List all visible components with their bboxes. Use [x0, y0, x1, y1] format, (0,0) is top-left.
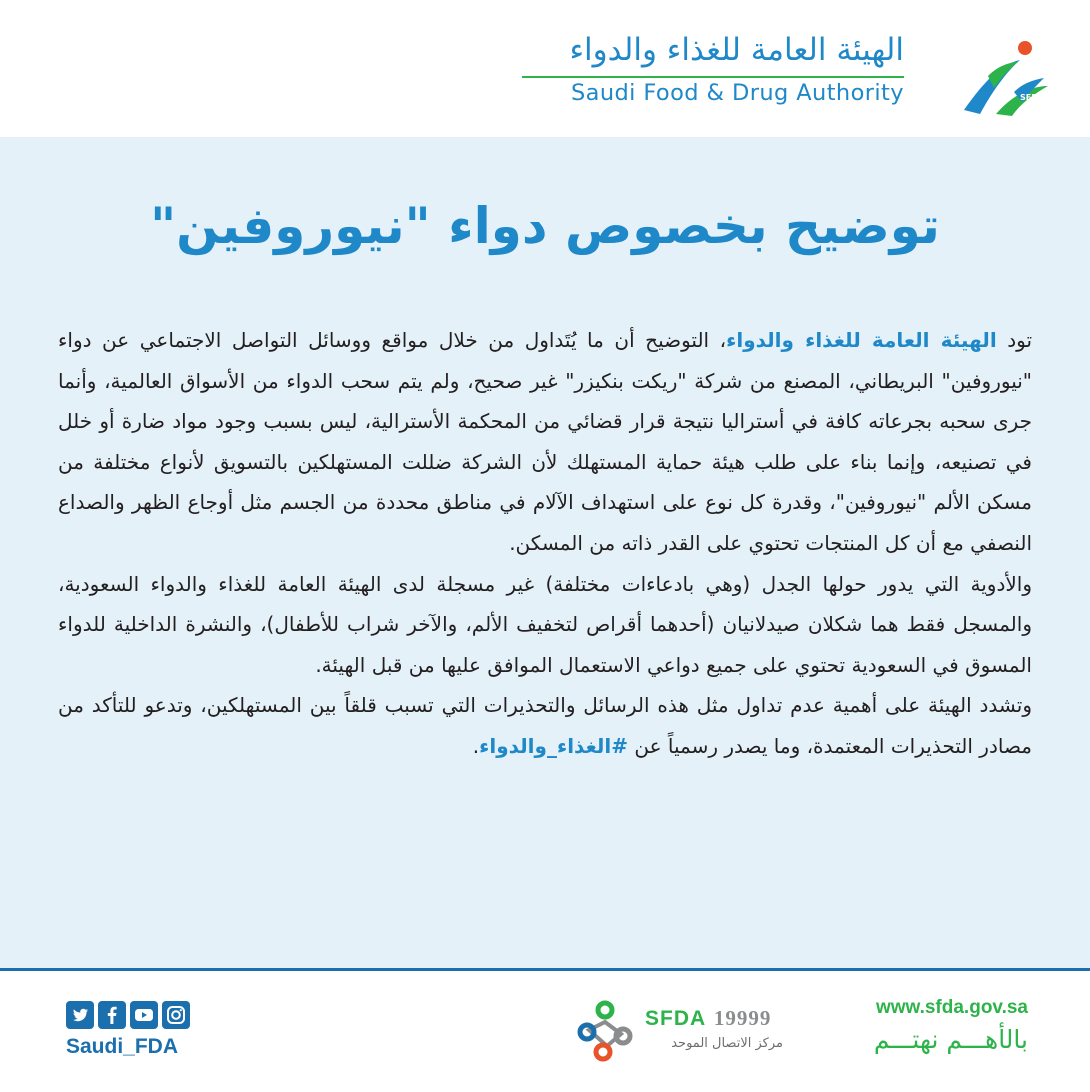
- facebook-icon[interactable]: [98, 1001, 126, 1029]
- hashtag-link[interactable]: #الغذاء_والدواء: [479, 733, 629, 758]
- slogan: بالأهـــم نهتـــم: [873, 1025, 1028, 1054]
- authority-name: الهيئة العامة للغذاء والدواء: [726, 328, 997, 352]
- page-title: توضيح بخصوص دواء "نيوروفين": [150, 197, 940, 255]
- sfda-emblem-icon: [958, 36, 1050, 118]
- twitter-icon[interactable]: [66, 1001, 94, 1029]
- statement-body: [58, 320, 1032, 767]
- call-center-number[interactable]: SFDA 19999: [645, 1006, 772, 1030]
- sfda-logo: [550, 30, 1050, 120]
- call-center-icon: [577, 1000, 635, 1062]
- youtube-icon[interactable]: [130, 1001, 158, 1029]
- social-links: [66, 1001, 196, 1071]
- paragraph-3: وتشدد الهيئة على أهمية عدم تداول مثل هذه الرسائل والتحذيرات التي تسبب قلقاً بين المستهلكين، وتدعو للتأكد من مصادر التحذيرات المعتمدة، وما يصدر رسمياً عن #الغذاء_والدواء.: [58, 693, 1032, 758]
- instagram-icon[interactable]: [162, 1001, 190, 1029]
- social-handle[interactable]: Saudi_FDA: [66, 1035, 179, 1058]
- logo-arabic-name: الهيئة العامة للغذاء والدواء: [569, 32, 904, 68]
- header: [0, 0, 1090, 137]
- logo-english-name: Saudi Food & Drug Authority: [570, 80, 904, 106]
- call-center: [577, 998, 797, 1068]
- paragraph-2: والأدوية التي يدور حولها الجدل (وهي بادعاءات مختلفة) غير مسجلة لدى الهيئة العامة للغذاء والدواء السعودية، والمسجل فقط هما شكلان صيدلانيان (أحدهما أقراص لتخفيف الألم، والآخر شراب للأطفال)، والنشرة الداخلية للدواء المسوق في السعودية تحتوي على جميع دواعي الاستعمال الموافق عليها من قبل الهيئة.: [58, 571, 1032, 677]
- paragraph-1: تود الهيئة العامة للغذاء والدواء، التوضيح أن ما يُتَداول من خلال مواقع ووسائل التواصل الاجتماعي عن دواء "نيوروفين" البريطاني، المصنع من شركة "ريكت بنكيزر" غير صحيح، ولم يتم سحب الدواء من الأسواق العالمية، وأنما جرى سحبه بجرعاته كافة في أستراليا نتيجة قرار قضائي من المحكمة الأسترالية، ليس بسبب وجود مواد ضارة أو خلل في تصنيعه، وإنما بناء على طلب هيئة حماية المستهلك لأن الشركة ضللت المستهلكين بالتسويق لأنواع مختلفة من مسكن الألم "نيوروفين"، وقدرة كل نوع على استهداف الآلام في مناطق محددة من الجسم مثل أوجاع الظهر والصداع النصفي مع أن كل المنتجات تحتوي على القدر ذاته من المسكن.: [58, 328, 1033, 555]
- website-block: [788, 997, 1028, 1067]
- logo-divider: [522, 76, 904, 78]
- footer: [0, 971, 1090, 1092]
- website-link[interactable]: www.sfda.gov.sa: [875, 997, 1028, 1018]
- emblem-label: SFDA: [1020, 93, 1045, 102]
- call-center-label: مركز الاتصال الموحد: [671, 1036, 783, 1051]
